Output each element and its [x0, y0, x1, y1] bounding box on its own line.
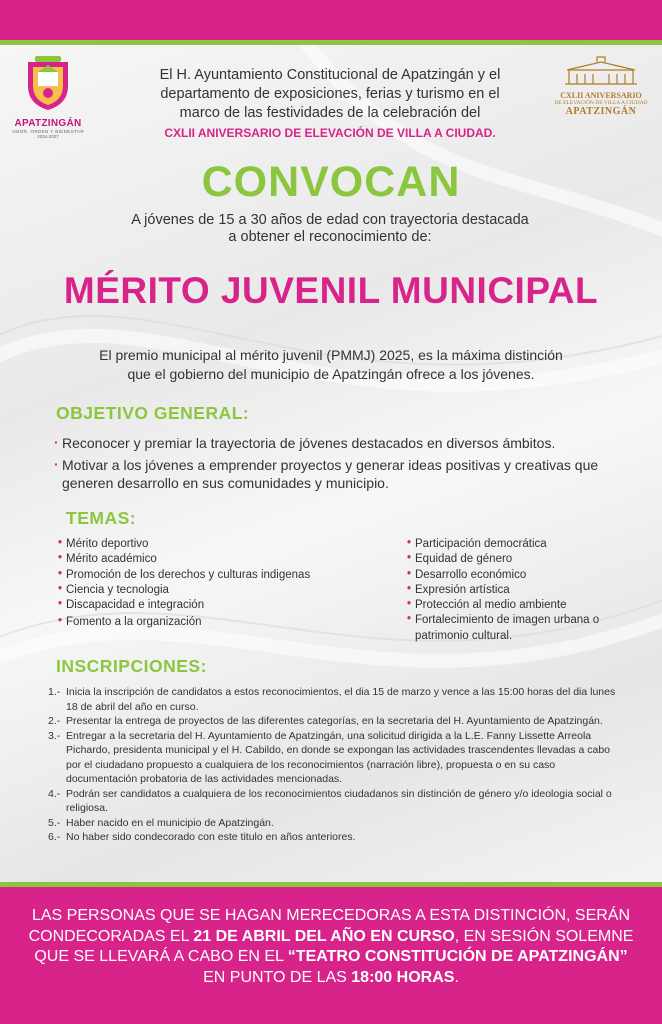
bullet-icon: • — [58, 598, 63, 611]
tema-text: Ciencia y tecnologia — [66, 583, 169, 596]
logo-brand-text: APATZINGÁN — [14, 118, 82, 129]
bullet-icon: • — [407, 598, 412, 611]
convocan-heading: CONVOCAN — [201, 158, 461, 206]
list-item — [407, 613, 617, 644]
inscripciones-list — [48, 685, 628, 845]
objetivo-heading: OBJETIVO GENERAL: — [56, 403, 250, 423]
list-item — [407, 552, 617, 567]
bullet-icon: • — [407, 613, 412, 626]
tema-text: Promoción de los derechos y culturas indigenas — [66, 568, 311, 581]
bullet-icon: • — [407, 537, 412, 549]
tema-text: Mérito académico — [66, 553, 157, 566]
list-item — [58, 583, 368, 598]
intro-line: marco de las festividades de la celebración del — [179, 105, 481, 121]
list-item — [48, 729, 628, 787]
list-item — [54, 456, 624, 492]
list-item — [48, 816, 628, 831]
list-item — [54, 434, 624, 452]
temas-heading: TEMAS: — [66, 508, 137, 528]
item-number: 1.- — [48, 686, 61, 698]
anniversary-logo — [546, 56, 656, 117]
tema-text: Expresión artística — [415, 583, 510, 596]
footer-text: , EN SESIÓN SOLEMNE QUE SE LLEVARÁ A CABO EN EL — [34, 927, 634, 965]
list-item — [48, 830, 628, 845]
objetivo-list — [54, 434, 624, 496]
footer-text: . — [454, 968, 459, 986]
list-item — [58, 568, 368, 583]
list-item — [407, 598, 617, 613]
apatzingan-logo — [6, 56, 90, 139]
ceremony-announcement — [22, 906, 640, 988]
building-icon — [561, 56, 641, 86]
audience-line: a obtener el reconocimiento de: — [228, 229, 432, 245]
intro-text — [100, 66, 560, 143]
tema-text: Protección al medio ambiente — [415, 599, 567, 612]
top-magenta-bar — [0, 0, 662, 40]
bullet-icon: • — [58, 582, 63, 595]
bullet-icon: • — [58, 552, 63, 565]
bullet-icon: · — [54, 456, 59, 472]
list-item — [407, 583, 617, 598]
award-description — [40, 346, 622, 384]
inscripcion-text: Entregar a la secretaria del H. Ayuntamiento de Apatzingán, una solicitud dirigida a la L.E. Fanny Lissette Arreola Pichardo, presidenta municipal y el H. Cabildo, en donde se expongan las actividades trascendentes llevadas a cabo por el ciudadano propuesto a cualquiera de los reconocimientos (narración libre), propuesta o en su caso documentación probatoria de las actividades mencionadas. — [66, 729, 611, 785]
tema-text: Participación democrática — [415, 538, 547, 550]
list-item — [48, 714, 628, 729]
anniversary-subtitle: DE ELEVACIÓN DE VILLA A CIUDAD — [554, 100, 648, 106]
ceremony-date: 21 DE ABRIL DEL AÑO EN CURSO — [193, 927, 455, 945]
item-number: 4.- — [48, 787, 61, 800]
objetivo-item-text: Motivar a los jóvenes a emprender proyectos y generar ideas positivas y creativas que generen desarrollo en sus comunidades y municipio. — [62, 457, 599, 491]
bullet-icon: • — [58, 537, 63, 549]
list-item — [48, 685, 628, 714]
tema-text: Equidad de género — [415, 553, 513, 566]
item-number: 6.- — [48, 831, 61, 843]
objetivo-item-text: Reconocer y premiar la trayectoria de jóvenes destacados en diversos ámbitos. — [62, 435, 556, 451]
tema-text: Desarrollo económico — [415, 568, 527, 581]
tema-text: Fortalecimiento de imagen urbana o patrimonio cultural. — [415, 614, 600, 642]
inscripcion-text: No haber sido condecorado con este titulo en años anteriores. — [66, 831, 356, 843]
ceremony-venue: “TEATRO CONSTITUCIÓN DE APATZINGÁN” — [287, 948, 628, 965]
tema-text: Fomento a la organización — [66, 616, 202, 629]
tema-text: Mérito deportivo — [66, 538, 149, 550]
item-number: 2.- — [48, 715, 61, 727]
description-line: que el gobierno del municipio de Apatzingán ofrece a los jóvenes. — [127, 366, 535, 382]
anniversary-title: CXLII ANIVERSARIO — [560, 91, 642, 100]
bullet-icon: • — [407, 552, 412, 565]
intro-line: departamento de exposiciones, ferias y turismo en el — [160, 86, 500, 102]
award-title: MÉRITO JUVENIL MUNICIPAL — [63, 270, 599, 311]
footer-text: LAS PERSONAS QUE SE HAGAN MERECEDORAS A ESTA DISTINCIÓN, SERÁN CONDECORADAS EL — [28, 907, 631, 945]
logo-years: 2024-2027 — [37, 134, 59, 139]
inscripcion-text: Podrán ser candidatos a cualquiera de los reconocimientos ciudadanos sin distinción de género y/o ideologia social o religiosa. — [66, 787, 612, 814]
footer-text: EN PUNTO DE LAS — [203, 968, 352, 986]
list-item — [58, 552, 368, 567]
intro-line: El H. Ayuntamiento Constitucional de Apatzingán y el — [159, 67, 501, 83]
description-line: El premio municipal al mérito juvenil (PMMJ) 2025, es la máxima distinción — [99, 347, 563, 363]
municipal-shield-icon — [23, 56, 73, 112]
bullet-icon: • — [58, 567, 63, 580]
temas-right-list — [407, 537, 617, 644]
bullet-icon: • — [58, 615, 63, 628]
item-number: 3.- — [48, 729, 61, 742]
list-item — [58, 537, 368, 552]
tema-text: Discapacidad e integración — [66, 599, 205, 612]
anniversary-city: APATZINGÁN — [565, 106, 637, 117]
list-item — [58, 598, 368, 613]
anniversary-headline: CXLII ANIVERSARIO DE ELEVACIÓN DE VILLA A CIUDAD. — [164, 126, 496, 140]
inscripcion-text: Haber nacido en el municipio de Apatzingán. — [66, 816, 274, 829]
logo-tagline: AMOR, ORDEN Y BIENESTAR — [12, 129, 84, 134]
inscripcion-text: Presentar la entrega de proyectos de las diferentes categorías, en la secretaria del H. Ayuntamiento de Apatzingán. — [66, 715, 603, 727]
list-item — [58, 615, 368, 630]
inscripcion-text: Inicia la inscripción de candidatos a estos reconocimientos, el dia 15 de marzo y vence a las 15:00 horas del dia lunes 18 de abril del año en curso. — [66, 686, 616, 713]
audience-text — [80, 212, 580, 246]
bullet-icon: • — [407, 582, 412, 595]
inscripciones-heading: INSCRIPCIONES: — [56, 656, 207, 676]
bullet-icon: • — [407, 567, 412, 580]
item-number: 5.- — [48, 816, 61, 829]
list-item — [48, 787, 628, 816]
bullet-icon: · — [54, 434, 59, 450]
list-item — [407, 568, 617, 583]
ceremony-time: 18:00 HORAS — [351, 968, 455, 986]
audience-line: A jóvenes de 15 a 30 años de edad con trayectoria destacada — [131, 212, 529, 228]
temas-left-list — [58, 537, 368, 631]
list-item — [407, 537, 617, 552]
